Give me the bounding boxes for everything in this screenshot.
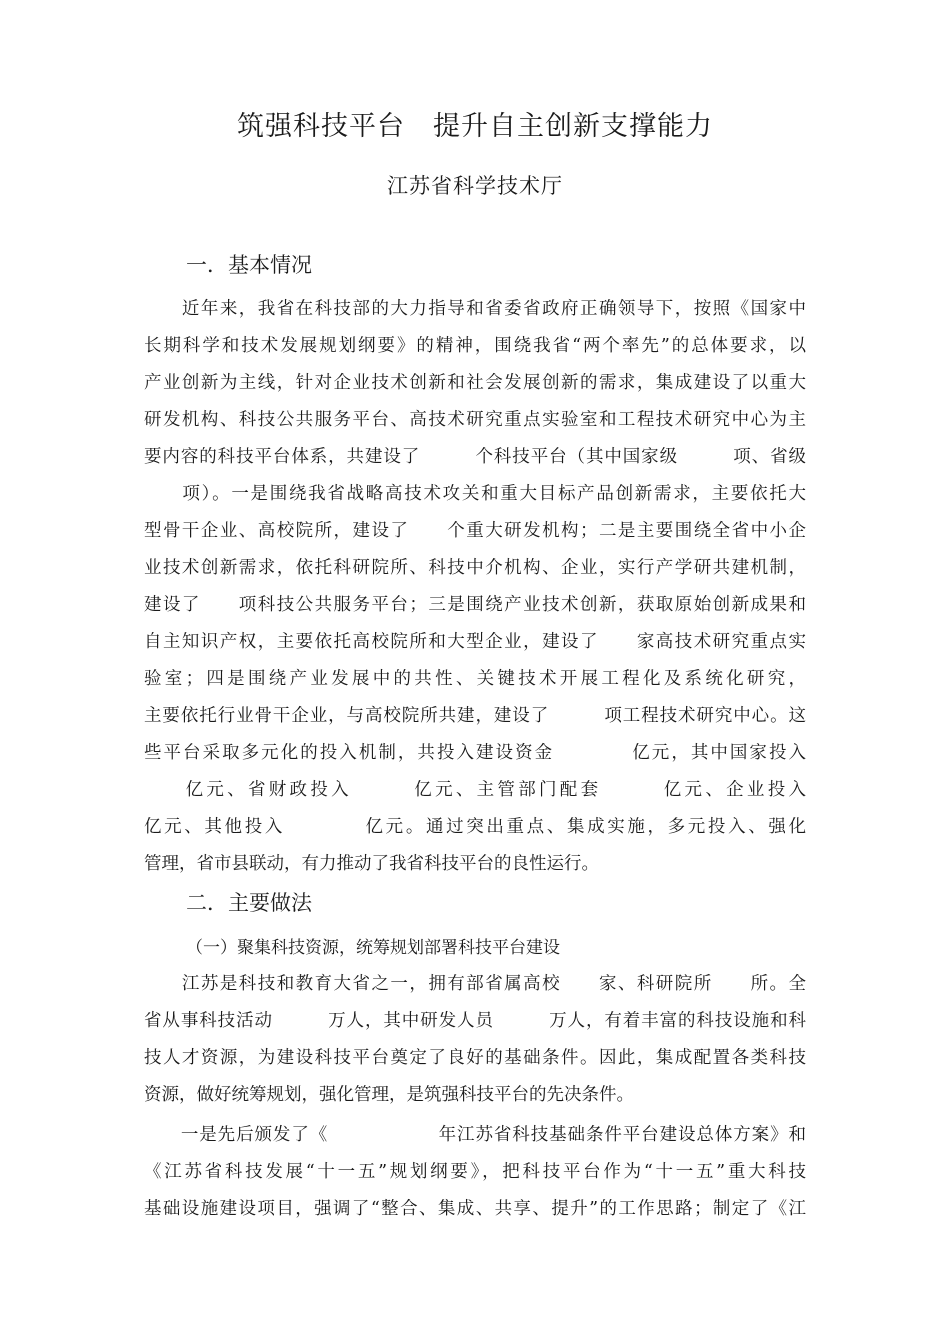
- paragraph-line: 亿元、其他投入 亿元。通过突出重点、集成实施，多元投入、强化: [144, 817, 806, 837]
- document-author: 江苏省科学技术厅: [387, 174, 563, 198]
- paragraph-line: 验室；四是围绕产业发展中的共性、关键技术开展工程化及系统化研究，: [144, 669, 806, 689]
- paragraph-line: 管理，省市县联动，有力推动了我省科技平台的良性运行。: [144, 854, 599, 874]
- document-title: 筑强科技平台 提升自主创新支撑能力: [237, 111, 713, 142]
- paragraph-line: 自主知识产权，主要依托高校院所和大型企业，建设了 家高技术研究重点实: [144, 632, 806, 652]
- paragraph-line: 长期科学和技术发展规划纲要》的精神，围绕我省“两个率先”的总体要求，以: [144, 336, 806, 356]
- paragraph-line: 项）。一是围绕我省战略高技术攻关和重大目标产品创新需求，主要依托大: [144, 484, 806, 504]
- paragraph-line: 《江苏省科技发展“十一五”规划纲要》，把科技平台作为“十一五”重大科技: [144, 1162, 806, 1182]
- paragraph-line: 近年来，我省在科技部的大力指导和省委省政府正确领导下，按照《国家中: [144, 299, 806, 319]
- paragraph-line: 些平台采取多元化的投入机制，共投入建设资金 亿元，其中国家投入: [144, 743, 806, 763]
- paragraph-line: 型骨干企业、高校院所，建设了 个重大研发机构；二是主要围绕全省中小企: [144, 521, 806, 541]
- paragraph-line: 亿元、省财政投入 亿元、主管部门配套 亿元、企业投入: [144, 780, 806, 800]
- section-heading-basic-situation: 一．基本情况: [186, 253, 312, 277]
- paragraph-line: 建设了 项科技公共服务平台；三是围绕产业技术创新，获取原始创新成果和: [144, 595, 806, 615]
- paragraph-line: 一是先后颁发了《 年江苏省科技基础条件平台建设总体方案》和: [144, 1125, 806, 1145]
- paragraph-line: 主要依托行业骨干企业，与高校院所共建，建设了 项工程技术研究中心。这: [144, 706, 806, 726]
- paragraph-line: 业技术创新需求，依托科研院所、科技中介机构、企业，实行产学研共建机制，: [144, 558, 806, 578]
- paragraph-line: 研发机构、科技公共服务平台、高技术研究重点实验室和工程技术研究中心为主: [144, 410, 806, 430]
- paragraph-line: 资源，做好统筹规划，强化管理，是筑强科技平台的先决条件。: [144, 1085, 634, 1105]
- paragraph-line: 技人才资源，为建设科技平台奠定了良好的基础条件。因此，集成配置各类科技: [144, 1048, 806, 1068]
- paragraph-line: 产业创新为主线，针对企业技术创新和社会发展创新的需求，集成建设了以重大: [144, 373, 806, 393]
- subsection-heading: （一）聚集科技资源，统筹规划部署科技平台建设: [186, 938, 560, 958]
- paragraph-line: 江苏是科技和教育大省之一，拥有部省属高校 家、科研院所 所。全: [144, 974, 806, 994]
- section-heading-main-practices: 二．主要做法: [186, 891, 312, 915]
- paragraph-line: 省从事科技活动 万人，其中研发人员 万人，有着丰富的科技设施和科: [144, 1011, 806, 1031]
- paragraph-line: 基础设施建设项目，强调了“整合、集成、共享、提升”的工作思路；制定了《江: [144, 1199, 806, 1219]
- paragraph-line: 要内容的科技平台体系，共建设了 个科技平台（其中国家级 项、省级: [144, 447, 806, 467]
